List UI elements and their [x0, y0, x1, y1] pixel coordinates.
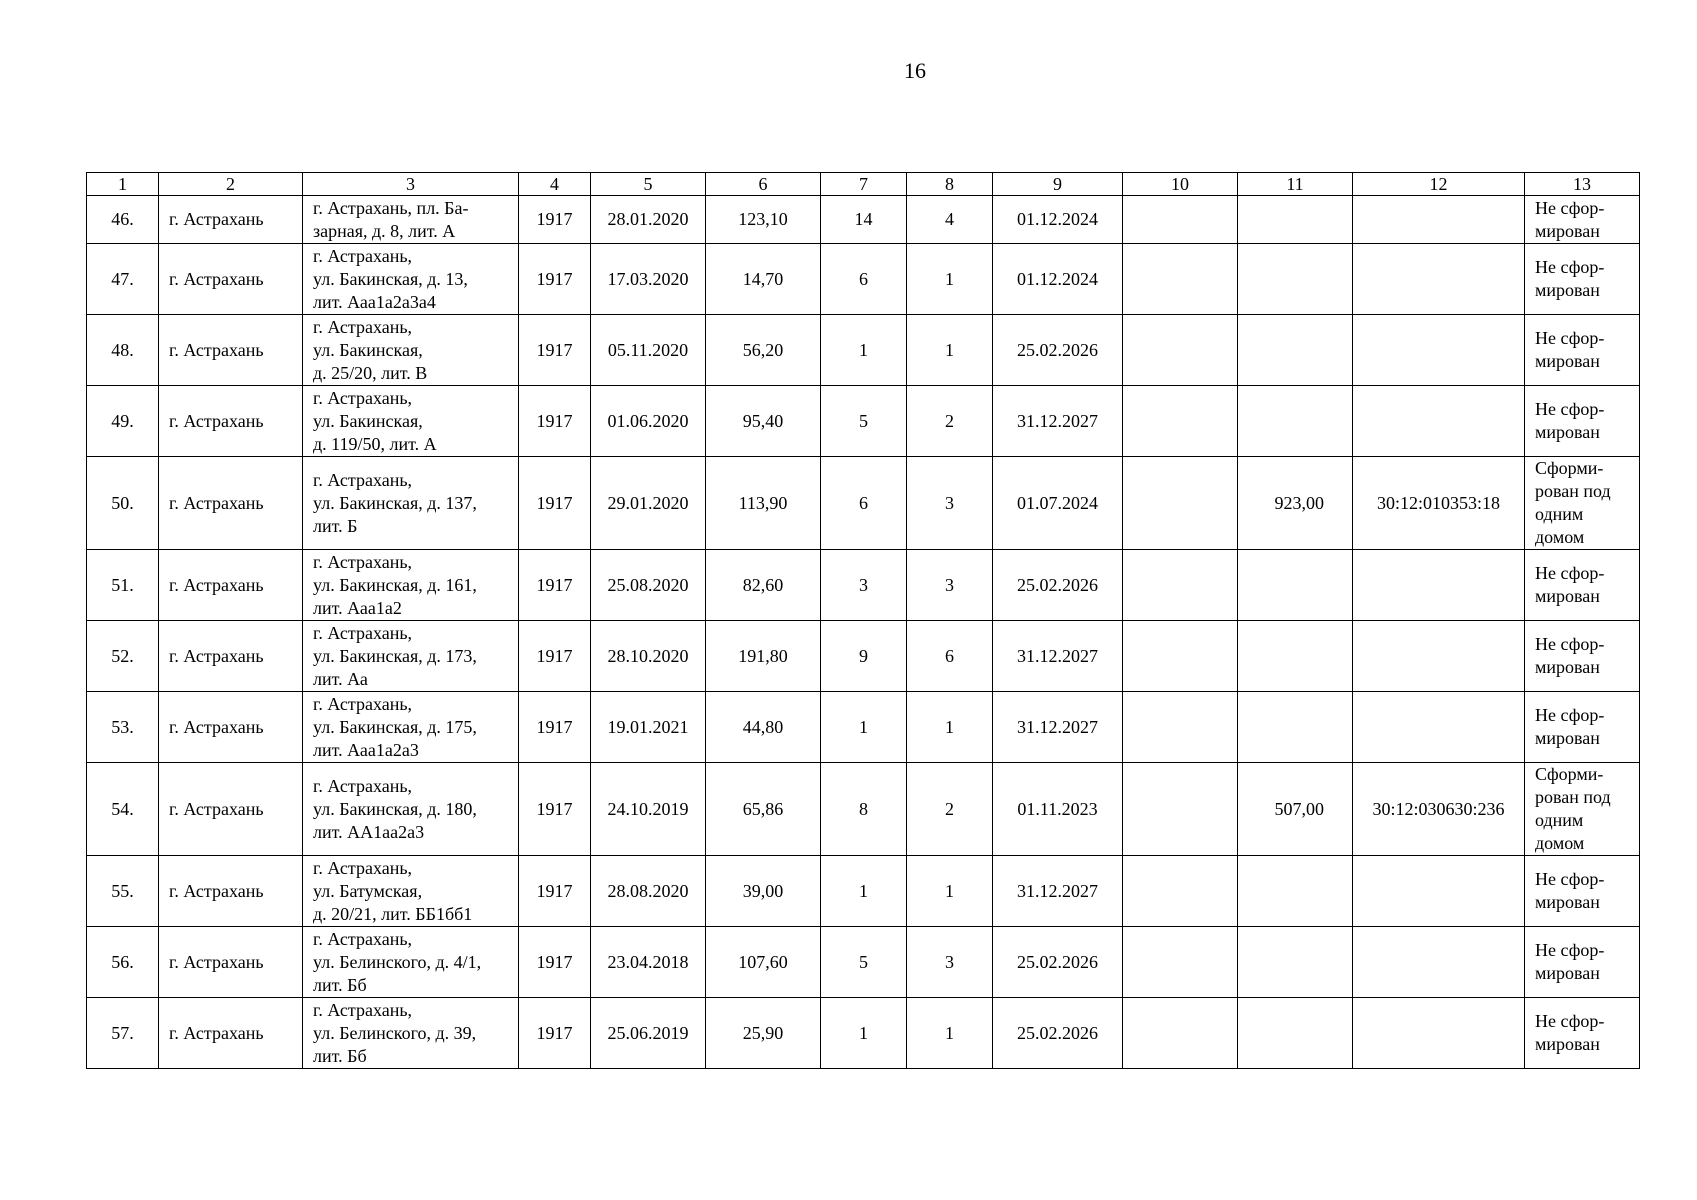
- deadline-date-cell: 01.11.2023: [993, 763, 1123, 856]
- cadastral-number-cell: [1353, 856, 1525, 927]
- land-area-cell: [1238, 196, 1353, 244]
- address-cell: [303, 457, 519, 550]
- land-area-cell: [1238, 621, 1353, 692]
- column-number: 6: [706, 173, 821, 196]
- area-cell: 107,60: [706, 927, 821, 998]
- address-cell: [303, 692, 519, 763]
- address-cell: [303, 763, 519, 856]
- cadastral-number-cell: [1353, 927, 1525, 998]
- land-status-cell: [1525, 315, 1640, 386]
- address-cell-line: лит. Б: [313, 515, 358, 536]
- col10-cell: [1123, 692, 1238, 763]
- address-cell-line: д. 20/21, лит. ББ1бб1: [313, 903, 473, 924]
- cadastral-number-cell: [1353, 315, 1525, 386]
- year-cell: 1917: [519, 856, 591, 927]
- city-cell: г. Астрахань: [159, 315, 303, 386]
- address-cell-line: г. Астрахань,: [313, 469, 413, 490]
- land-status-cell-line: мирован: [1535, 892, 1600, 912]
- col7-cell: 1: [821, 856, 907, 927]
- city-cell: г. Астрахань: [159, 856, 303, 927]
- col8-cell: 3: [907, 927, 993, 998]
- address-cell-line: ул. Бакинская, д. 137,: [313, 492, 477, 513]
- col7-cell: 5: [821, 386, 907, 457]
- col8-cell: 1: [907, 998, 993, 1069]
- deadline-date-cell: 01.07.2024: [993, 457, 1123, 550]
- date-cell: 28.08.2020: [591, 856, 706, 927]
- address-cell-line: ул. Бакинская,: [313, 410, 423, 431]
- column-number: 2: [159, 173, 303, 196]
- land-status-cell-line: Не сфор-: [1535, 705, 1605, 725]
- year-cell: 1917: [519, 763, 591, 856]
- address-cell-line: лит. Аа: [313, 668, 368, 689]
- row-number: 47.: [87, 244, 159, 315]
- land-status-cell-line: мирован: [1535, 963, 1600, 983]
- col10-cell: [1123, 315, 1238, 386]
- row-number: 46.: [87, 196, 159, 244]
- city-cell: г. Астрахань: [159, 927, 303, 998]
- land-area-cell: [1238, 692, 1353, 763]
- cadastral-number-cell: [1353, 386, 1525, 457]
- land-status-cell-line: Не сфор-: [1535, 257, 1605, 277]
- table-row: [87, 692, 1640, 763]
- deadline-date-cell: 25.02.2026: [993, 550, 1123, 621]
- col8-cell: 2: [907, 386, 993, 457]
- area-cell: 65,86: [706, 763, 821, 856]
- city-cell: г. Астрахань: [159, 457, 303, 550]
- address-cell-line: лит. АА1аа2а3: [313, 821, 425, 842]
- column-number: 13: [1525, 173, 1640, 196]
- col7-cell: 1: [821, 998, 907, 1069]
- land-status-cell: [1525, 856, 1640, 927]
- land-status-cell-line: мирован: [1535, 280, 1600, 300]
- address-cell: [303, 196, 519, 244]
- cadastral-number-cell: [1353, 550, 1525, 621]
- area-cell: 113,90: [706, 457, 821, 550]
- land-status-cell-line: мирован: [1535, 351, 1600, 371]
- table-row: [87, 998, 1640, 1069]
- deadline-date-cell: 01.12.2024: [993, 244, 1123, 315]
- deadline-date-cell: 25.02.2026: [993, 998, 1123, 1069]
- col8-cell: 1: [907, 856, 993, 927]
- address-cell-line: г. Астрахань,: [313, 245, 413, 266]
- address-cell-line: ул. Бакинская, д. 161,: [313, 574, 477, 595]
- area-cell: 123,10: [706, 196, 821, 244]
- col8-cell: 1: [907, 315, 993, 386]
- address-cell-line: г. Астрахань,: [313, 693, 413, 714]
- address-cell-line: ул. Батумская,: [313, 880, 423, 901]
- row-number: 49.: [87, 386, 159, 457]
- column-number: 1: [87, 173, 159, 196]
- deadline-date-cell: 31.12.2027: [993, 386, 1123, 457]
- year-cell: 1917: [519, 927, 591, 998]
- table-row: [87, 927, 1640, 998]
- area-cell: 39,00: [706, 856, 821, 927]
- area-cell: 82,60: [706, 550, 821, 621]
- address-cell-line: ул. Бакинская, д. 13,: [313, 268, 468, 289]
- year-cell: 1917: [519, 550, 591, 621]
- deadline-date-cell: 31.12.2027: [993, 621, 1123, 692]
- address-cell-line: лит. Ааа1а2: [313, 597, 402, 618]
- col7-cell: 1: [821, 692, 907, 763]
- address-cell-line: г. Астрахань,: [313, 928, 413, 949]
- cadastral-number-cell: [1353, 692, 1525, 763]
- col10-cell: [1123, 196, 1238, 244]
- address-cell-line: г. Астрахань,: [313, 316, 413, 337]
- table-row: [87, 550, 1640, 621]
- date-cell: 17.03.2020: [591, 244, 706, 315]
- date-cell: 28.01.2020: [591, 196, 706, 244]
- address-cell-line: д. 119/50, лит. А: [313, 433, 437, 454]
- land-status-cell: [1525, 692, 1640, 763]
- col8-cell: 1: [907, 692, 993, 763]
- land-area-cell: 507,00: [1238, 763, 1353, 856]
- col8-cell: 2: [907, 763, 993, 856]
- land-status-cell-line: домом: [1535, 527, 1585, 547]
- address-cell: [303, 550, 519, 621]
- land-area-cell: [1238, 244, 1353, 315]
- address-cell-line: лит. Ааа1а2а3а4: [313, 291, 436, 312]
- page-number: 16: [904, 58, 926, 83]
- cadastral-number-cell: [1353, 998, 1525, 1069]
- city-cell: г. Астрахань: [159, 763, 303, 856]
- land-area-cell: 923,00: [1238, 457, 1353, 550]
- row-number: 50.: [87, 457, 159, 550]
- column-number: 3: [303, 173, 519, 196]
- column-number: 11: [1238, 173, 1353, 196]
- land-status-cell-line: рован под: [1535, 787, 1611, 807]
- row-number: 52.: [87, 621, 159, 692]
- col10-cell: [1123, 244, 1238, 315]
- address-cell-line: д. 25/20, лит. В: [313, 362, 428, 383]
- city-cell: г. Астрахань: [159, 386, 303, 457]
- col7-cell: 6: [821, 457, 907, 550]
- address-cell: [303, 927, 519, 998]
- cadastral-number-cell: 30:12:010353:18: [1353, 457, 1525, 550]
- city-cell: г. Астрахань: [159, 244, 303, 315]
- table-row: [87, 196, 1640, 244]
- address-cell: [303, 244, 519, 315]
- land-area-cell: [1238, 550, 1353, 621]
- col10-cell: [1123, 457, 1238, 550]
- area-cell: 25,90: [706, 998, 821, 1069]
- deadline-date-cell: 25.02.2026: [993, 927, 1123, 998]
- row-number: 48.: [87, 315, 159, 386]
- col10-cell: [1123, 927, 1238, 998]
- col7-cell: 14: [821, 196, 907, 244]
- land-status-cell-line: Не сфор-: [1535, 1011, 1605, 1031]
- address-cell-line: г. Астрахань,: [313, 551, 413, 572]
- table-row: [87, 386, 1640, 457]
- address-cell-line: ул. Белинского, д. 39,: [313, 1022, 477, 1043]
- year-cell: 1917: [519, 386, 591, 457]
- address-cell-line: лит. Бб: [313, 974, 367, 995]
- column-number: 9: [993, 173, 1123, 196]
- address-cell: [303, 386, 519, 457]
- deadline-date-cell: 31.12.2027: [993, 856, 1123, 927]
- city-cell: г. Астрахань: [159, 550, 303, 621]
- address-cell-line: ул. Бакинская, д. 173,: [313, 645, 477, 666]
- date-cell: 29.01.2020: [591, 457, 706, 550]
- deadline-date-cell: 25.02.2026: [993, 315, 1123, 386]
- land-status-cell-line: мирован: [1535, 422, 1600, 442]
- column-number: 12: [1353, 173, 1525, 196]
- year-cell: 1917: [519, 244, 591, 315]
- land-status-cell: [1525, 998, 1640, 1069]
- address-cell-line: ул. Бакинская, д. 180,: [313, 798, 477, 819]
- area-cell: 191,80: [706, 621, 821, 692]
- city-cell: г. Астрахань: [159, 196, 303, 244]
- land-status-cell-line: мирован: [1535, 728, 1600, 748]
- cadastral-number-cell: 30:12:030630:236: [1353, 763, 1525, 856]
- housing-registry-table: [86, 172, 1640, 1069]
- table-row: [87, 315, 1640, 386]
- row-number: 56.: [87, 927, 159, 998]
- address-cell-line: г. Астрахань,: [313, 387, 413, 408]
- land-status-cell-line: мирован: [1535, 1034, 1600, 1054]
- date-cell: 05.11.2020: [591, 315, 706, 386]
- col7-cell: 5: [821, 927, 907, 998]
- table-row: [87, 856, 1640, 927]
- row-number: 53.: [87, 692, 159, 763]
- land-status-cell-line: Не сфор-: [1535, 197, 1605, 218]
- col8-cell: 3: [907, 457, 993, 550]
- city-cell: г. Астрахань: [159, 621, 303, 692]
- land-status-cell-line: одним: [1535, 810, 1584, 830]
- area-cell: 44,80: [706, 692, 821, 763]
- land-status-cell: [1525, 621, 1640, 692]
- address-cell: [303, 315, 519, 386]
- address-cell-line: ул. Бакинская, д. 175,: [313, 716, 477, 737]
- address-cell-line: лит. Ааа1а2а3: [313, 739, 419, 760]
- land-status-cell: [1525, 244, 1640, 315]
- date-cell: 01.06.2020: [591, 386, 706, 457]
- date-cell: 28.10.2020: [591, 621, 706, 692]
- row-number: 54.: [87, 763, 159, 856]
- city-cell: г. Астрахань: [159, 692, 303, 763]
- land-status-cell: [1525, 763, 1640, 856]
- date-cell: 25.08.2020: [591, 550, 706, 621]
- date-cell: 24.10.2019: [591, 763, 706, 856]
- col8-cell: 4: [907, 196, 993, 244]
- row-number: 51.: [87, 550, 159, 621]
- city-cell: г. Астрахань: [159, 998, 303, 1069]
- address-cell-line: г. Астрахань, пл. Ба-: [313, 197, 469, 218]
- land-status-cell-line: Не сфор-: [1535, 399, 1605, 419]
- col7-cell: 3: [821, 550, 907, 621]
- address-cell-line: г. Астрахань,: [313, 857, 413, 878]
- land-area-cell: [1238, 315, 1353, 386]
- address-cell-line: г. Астрахань,: [313, 775, 413, 796]
- land-area-cell: [1238, 927, 1353, 998]
- land-status-cell-line: мирован: [1535, 657, 1600, 677]
- cadastral-number-cell: [1353, 244, 1525, 315]
- date-cell: 19.01.2021: [591, 692, 706, 763]
- address-cell-line: г. Астрахань,: [313, 999, 413, 1020]
- year-cell: 1917: [519, 998, 591, 1069]
- col10-cell: [1123, 621, 1238, 692]
- land-status-cell-line: Не сфор-: [1535, 869, 1605, 889]
- col7-cell: 9: [821, 621, 907, 692]
- date-cell: 23.04.2018: [591, 927, 706, 998]
- year-cell: 1917: [519, 315, 591, 386]
- row-number: 55.: [87, 856, 159, 927]
- column-number: 10: [1123, 173, 1238, 196]
- land-status-cell-line: рован под: [1535, 481, 1611, 501]
- land-status-cell: [1525, 386, 1640, 457]
- col10-cell: [1123, 856, 1238, 927]
- column-number: 4: [519, 173, 591, 196]
- col8-cell: 1: [907, 244, 993, 315]
- land-area-cell: [1238, 998, 1353, 1069]
- year-cell: 1917: [519, 196, 591, 244]
- land-status-cell-line: Не сфор-: [1535, 563, 1605, 583]
- table-row: [87, 621, 1640, 692]
- table-row: [87, 457, 1640, 550]
- deadline-date-cell: 01.12.2024: [993, 196, 1123, 244]
- area-cell: 14,70: [706, 244, 821, 315]
- land-status-cell-line: Не сфор-: [1535, 634, 1605, 654]
- address-cell-line: ул. Бакинская,: [313, 339, 423, 360]
- col10-cell: [1123, 763, 1238, 856]
- year-cell: 1917: [519, 621, 591, 692]
- land-status-cell-line: мирован: [1535, 586, 1600, 606]
- address-cell: [303, 998, 519, 1069]
- land-status-cell: [1525, 457, 1640, 550]
- column-number: 7: [821, 173, 907, 196]
- col8-cell: 6: [907, 621, 993, 692]
- col7-cell: 1: [821, 315, 907, 386]
- land-status-cell-line: мирован: [1535, 220, 1600, 241]
- address-cell-line: зарная, д. 8, лит. А: [313, 220, 456, 241]
- land-status-cell-line: Не сфор-: [1535, 940, 1605, 960]
- date-cell: 25.06.2019: [591, 998, 706, 1069]
- row-number: 57.: [87, 998, 159, 1069]
- col7-cell: 8: [821, 763, 907, 856]
- year-cell: 1917: [519, 457, 591, 550]
- land-status-cell-line: одним: [1535, 504, 1584, 524]
- table-row: [87, 763, 1640, 856]
- column-number: 5: [591, 173, 706, 196]
- deadline-date-cell: 31.12.2027: [993, 692, 1123, 763]
- land-area-cell: [1238, 856, 1353, 927]
- column-number-row: [87, 173, 1640, 196]
- land-status-cell: [1525, 927, 1640, 998]
- cadastral-number-cell: [1353, 196, 1525, 244]
- area-cell: 56,20: [706, 315, 821, 386]
- col10-cell: [1123, 550, 1238, 621]
- address-cell: [303, 621, 519, 692]
- col8-cell: 3: [907, 550, 993, 621]
- area-cell: 95,40: [706, 386, 821, 457]
- cadastral-number-cell: [1353, 621, 1525, 692]
- col7-cell: 6: [821, 244, 907, 315]
- address-cell-line: г. Астрахань,: [313, 622, 413, 643]
- year-cell: 1917: [519, 692, 591, 763]
- land-status-cell-line: Не сфор-: [1535, 328, 1605, 348]
- column-number: 8: [907, 173, 993, 196]
- address-cell-line: ул. Белинского, д. 4/1,: [313, 951, 482, 972]
- land-status-cell: [1525, 550, 1640, 621]
- address-cell: [303, 856, 519, 927]
- land-area-cell: [1238, 386, 1353, 457]
- land-status-cell-line: Сформи-: [1535, 764, 1604, 784]
- table-row: [87, 244, 1640, 315]
- col10-cell: [1123, 386, 1238, 457]
- land-status-cell: [1525, 196, 1640, 244]
- address-cell-line: лит. Бб: [313, 1045, 367, 1066]
- col10-cell: [1123, 998, 1238, 1069]
- land-status-cell-line: домом: [1535, 833, 1585, 853]
- land-status-cell-line: Сформи-: [1535, 458, 1604, 478]
